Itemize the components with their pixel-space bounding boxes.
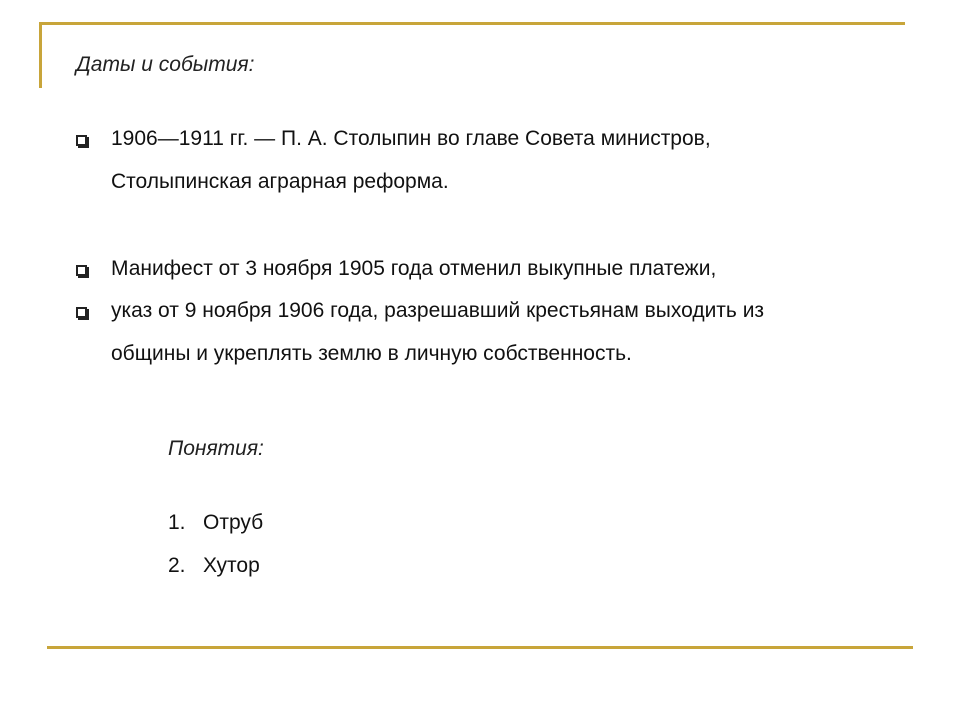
- bullet-line: Столыпинская аграрная реформа.: [111, 170, 449, 193]
- concept-term: Хутор: [203, 554, 260, 577]
- checkbox-bullet-icon: [76, 135, 87, 146]
- bullet-line: Манифест от 3 ноября 1905 года отменил выкупные платежи,: [111, 257, 717, 280]
- concept-number: 1.: [168, 511, 186, 534]
- bullet-text: [111, 247, 891, 290]
- bullet-item: [76, 300, 891, 375]
- concept-term: Отруб: [203, 511, 264, 534]
- bullet-line: указ от 9 ноября 1906 года, разрешавший крестьянам выходить из: [111, 299, 765, 322]
- checkbox-bullet-icon: [76, 265, 87, 276]
- concept-item: [168, 511, 263, 535]
- bullet-line: общины и укреплять землю в личную собственность.: [111, 342, 632, 365]
- bullet-line: 1906—1911 гг. — П. А. Столыпин во главе Совета министров,: [111, 127, 711, 150]
- dates-heading: Даты и события:: [76, 53, 255, 76]
- concept-item: [168, 554, 260, 578]
- bullet-text: [111, 117, 891, 203]
- bullet-text: [111, 289, 891, 375]
- checkbox-bullet-icon: [76, 307, 87, 318]
- bottom-divider: [47, 646, 913, 649]
- top-divider: [39, 22, 905, 25]
- bullet-item: [76, 258, 891, 290]
- concepts-heading: Понятия:: [168, 437, 264, 460]
- bullet-item: [76, 128, 891, 203]
- left-accent-bar: [39, 22, 42, 88]
- concept-number: 2.: [168, 554, 186, 577]
